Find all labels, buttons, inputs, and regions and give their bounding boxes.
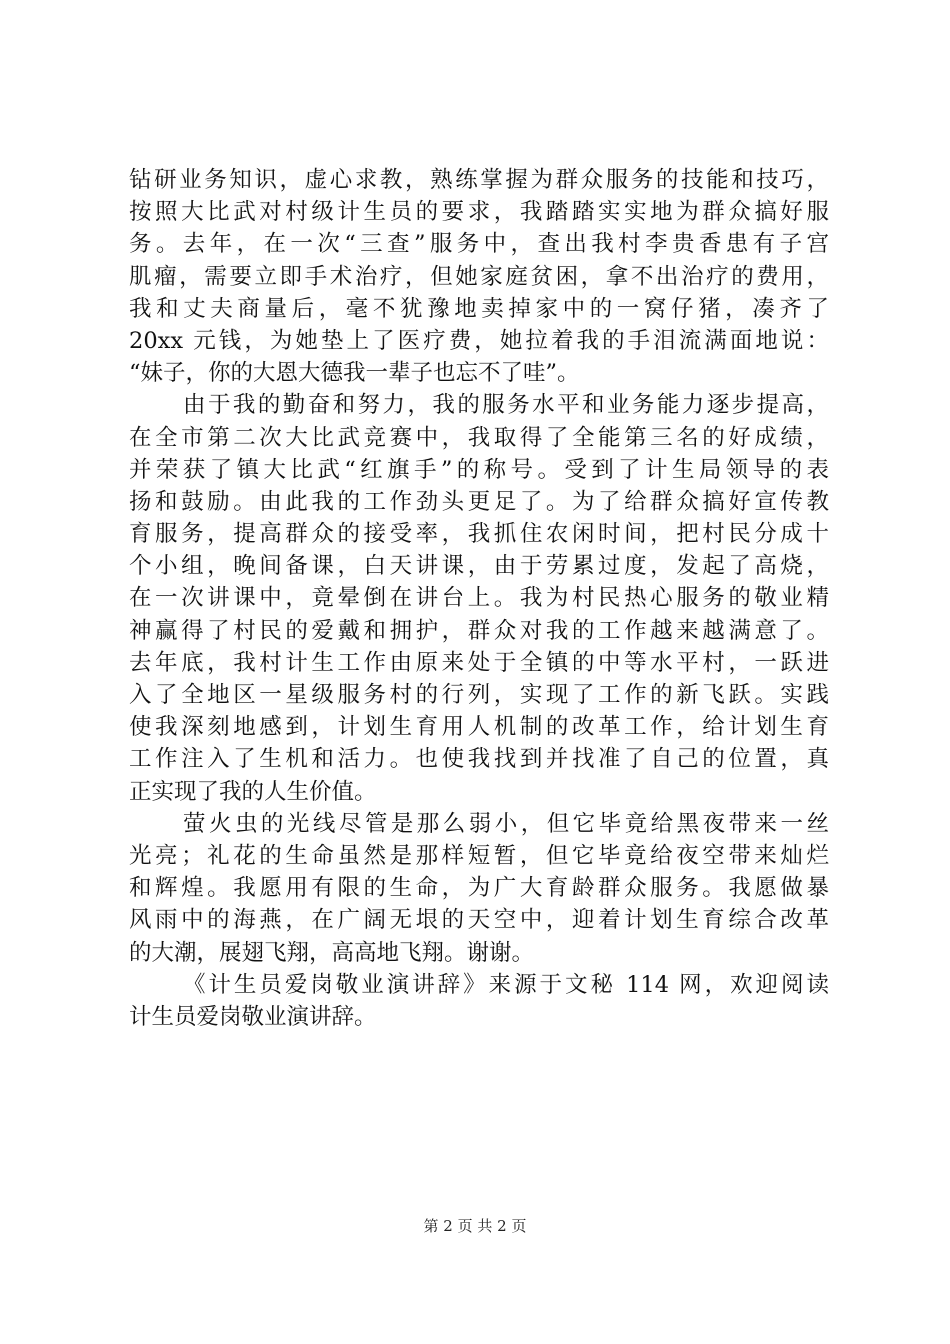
text-line: 育服务，提高群众的接受率，我抓住农闲时间，把村民分成十 bbox=[129, 521, 829, 548]
text-line: 由于我的勤奋和努力，我的服务水平和业务能力逐步提高， bbox=[183, 392, 829, 419]
text-line: 光亮；礼花的生命虽然是那样短暂，但它毕竟给夜空带来灿烂 bbox=[129, 842, 829, 869]
page-footer: 第 2 页 共 2 页 bbox=[423, 1217, 527, 1235]
text-line: 并荣获了镇大比武“红旗手”的称号。受到了计生局领导的表 bbox=[129, 456, 829, 483]
text-line: 使我深刻地感到，计划生育用人机制的改革工作，给计划生育 bbox=[129, 714, 829, 741]
text-line: “妹子，你的大恩大德我一辈子也忘不了哇”。 bbox=[129, 360, 580, 387]
text-line: 去年底，我村计生工作由原来处于全镇的中等水平村，一跃进 bbox=[129, 649, 829, 676]
text-line: 在一次讲课中，竟晕倒在讲台上。我为村民热心服务的敬业精 bbox=[129, 585, 829, 612]
text-line: 20xx 元钱，为她垫上了医疗费，她拉着我的手泪流满面地说： bbox=[129, 327, 829, 354]
text-line: 萤火虫的光线尽管是那么弱小，但它毕竟给黑夜带来一丝 bbox=[183, 810, 829, 837]
text-line: 按照大比武对村级计生员的要求，我踏踏实实地为群众搞好服 bbox=[129, 199, 829, 226]
text-line: 钻研业务知识，虚心求教，熟练掌握为群众服务的技能和技巧， bbox=[129, 167, 829, 193]
text-line: 的大潮，展翅飞翔，高高地飞翔。谢谢。 bbox=[129, 939, 535, 966]
text-line: 我和丈夫商量后，毫不犹豫地卖掉家中的一窝仔猪，凑齐了 bbox=[129, 295, 829, 322]
text-line: 神赢得了村民的爱戴和拥护，群众对我的工作越来越满意了。 bbox=[129, 617, 829, 644]
text-line: 风雨中的海燕，在广阔无垠的天空中，迎着计划生育综合改革 bbox=[129, 907, 829, 934]
text-line: 扬和鼓励。由此我的工作劲头更足了。为了给群众搞好宣传教 bbox=[129, 488, 829, 515]
text-line: 务。去年，在一次“三查”服务中，查出我村李贵香患有子宫 bbox=[129, 231, 829, 258]
text-line: 工作注入了生机和活力。也使我找到并找准了自己的位置，真 bbox=[129, 746, 829, 773]
text-line: 正实现了我的人生价值。 bbox=[129, 778, 377, 805]
text-line: 在全市第二次大比武竞赛中，我取得了全能第三名的好成绩， bbox=[129, 424, 829, 451]
text-line: 入了全地区一星级服务村的行列，实现了工作的新飞跃。实践 bbox=[129, 682, 829, 708]
text-line: 计生员爱岗敬业演讲辞。 bbox=[129, 1003, 377, 1030]
document-body bbox=[129, 164, 829, 1033]
text-line: 和辉煌。我愿用有限的生命，为广大育龄群众服务。我愿做暴 bbox=[129, 875, 829, 902]
text-line: 《计生员爱岗敬业演讲辞》来源于文秘 114 网，欢迎阅读 bbox=[183, 971, 829, 998]
text-line: 肌瘤，需要立即手术治疗，但她家庭贫困，拿不出治疗的费用， bbox=[129, 263, 829, 290]
text-line: 个小组，晚间备课，白天讲课，由于劳累过度，发起了高烧， bbox=[129, 553, 829, 580]
